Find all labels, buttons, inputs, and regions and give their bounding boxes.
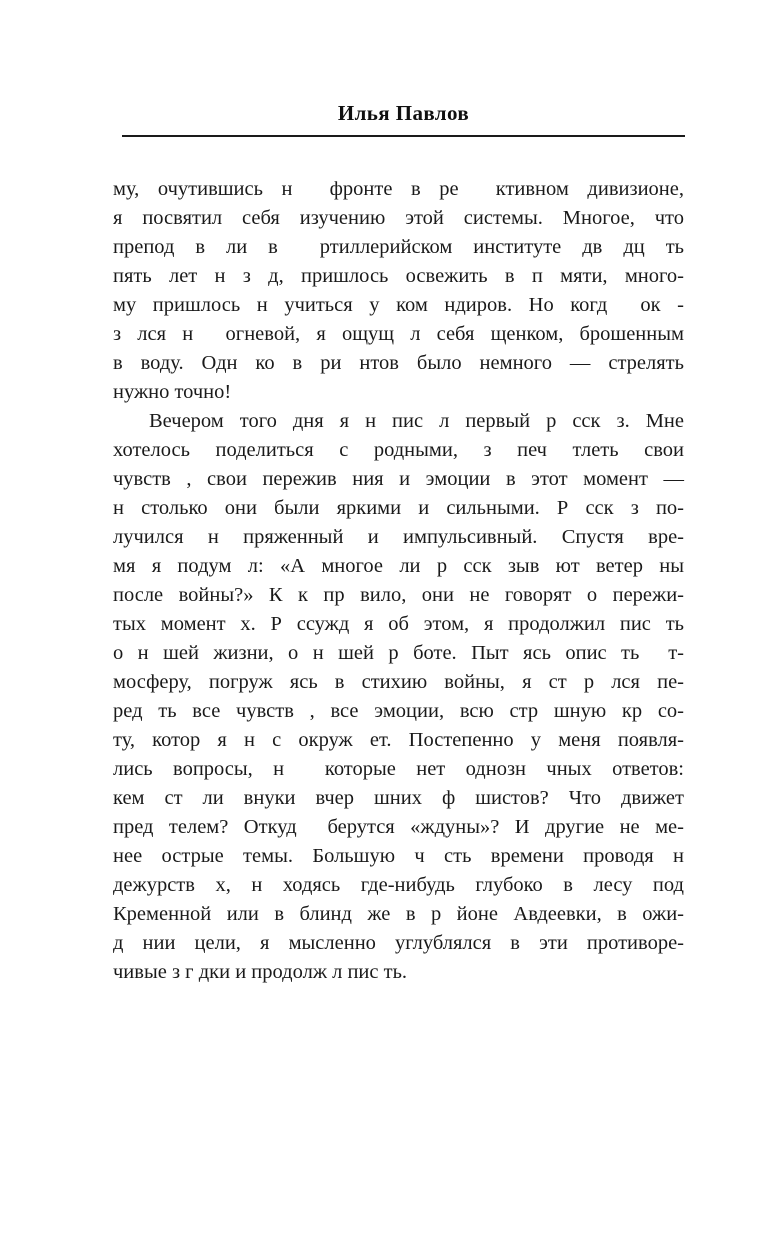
- text-line: лись вопросы, н которые нет однозн чных ответов:: [113, 758, 684, 780]
- header-rule: [122, 135, 685, 137]
- paragraph-2: [113, 407, 684, 987]
- text-line: Вечером того дня я н пис л первый р сск з. Мне: [149, 410, 684, 432]
- text-line: ред ть все чувств , все эмоции, всю стр шную кр со-: [113, 700, 684, 722]
- text-line: му, очутившись н фронте в ре ктивном дивизионе,: [113, 178, 684, 200]
- text-line: н столько они были яркими и сильными. Р сск з по-: [113, 497, 684, 519]
- page-header: [122, 100, 685, 137]
- paragraph-1: [113, 175, 684, 407]
- running-head-author: Илья Павлов: [337, 101, 470, 125]
- text-line: нее острые темы. Большую ч сть времени проводя н: [113, 845, 684, 867]
- text-line: кем ст ли внуки вчер шних ф шистов? Что движет: [113, 787, 684, 809]
- text-line: в воду. Одн ко в ри нтов было немного — стрелять: [113, 352, 684, 374]
- text-line: з лся н огневой, я ощущ л себя щенком, брошенным: [113, 323, 684, 345]
- text-line: хотелось поделиться с родными, з печ тлеть свои: [113, 439, 684, 461]
- text-line: му пришлось н учиться у ком ндиров. Но когд ок -: [113, 294, 684, 316]
- text-line: Кременной или в блинд же в р йоне Авдеевки, в ожи-: [113, 903, 684, 925]
- text-line: д нии цели, я мысленно углублялся в эти противоре-: [113, 932, 684, 954]
- text-line: тых момент х. Р ссужд я об этом, я продолжил пис ть: [113, 613, 684, 635]
- text-line: дежурств х, н ходясь где-нибудь глубоко в лесу под: [113, 874, 684, 896]
- text-line: пред телем? Откуд берутся «ждуны»? И другие не ме-: [113, 816, 684, 838]
- text-line: я посвятил себя изучению этой системы. Многое, что: [113, 207, 684, 229]
- text-line: пять лет н з д, пришлось освежить в п мяти, много-: [113, 265, 684, 287]
- text-line: ту, котор я н с окруж ет. Постепенно у меня появля-: [113, 729, 684, 751]
- text-line: препод в ли в ртиллерийском институте дв дц ть: [113, 236, 684, 258]
- text-line: после войны?» К к пр вило, они не говорят о пережи-: [113, 584, 684, 606]
- text-line: чивые з г дки и продолж л пис ть.: [113, 961, 408, 983]
- text-line: о н шей жизни, о н шей р боте. Пыт ясь опис ть т-: [113, 642, 684, 664]
- text-line: лучился н пряженный и импульсивный. Спустя вре-: [113, 526, 684, 548]
- text-line: мосферу, погруж ясь в стихию войны, я ст р лся пе-: [113, 671, 684, 693]
- text-line: нужно точно!: [113, 381, 232, 403]
- text-line: чувств , свои пережив ния и эмоции в этот момент —: [113, 468, 684, 490]
- text-line: мя я подум л: «А многое ли р сск зыв ют ветер ны: [113, 555, 684, 577]
- body-text-block: [113, 175, 684, 987]
